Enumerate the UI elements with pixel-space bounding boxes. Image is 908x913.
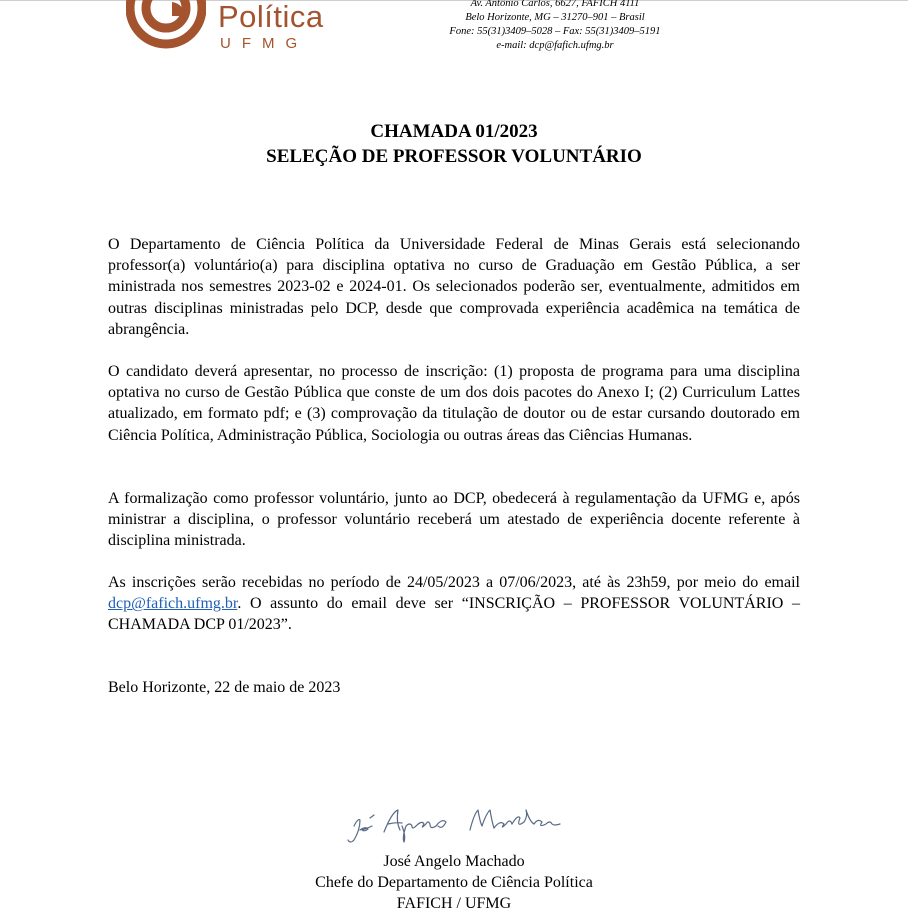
paragraph-registration — [108, 572, 800, 636]
address-block — [440, 0, 670, 53]
logo-mark-icon — [126, 0, 206, 54]
registration-text: As inscrições serão recebidas no período de 24/05/2023 a 07/06/2023, até às 23h59, por meio do email — [108, 574, 800, 591]
signatory-unit: FAFICH / UFMG — [396, 895, 512, 912]
signatory-name: José Angelo Machado — [383, 853, 525, 870]
document-title: CHAMADA 01/2023 — [370, 121, 538, 142]
date-line: Belo Horizonte, 22 de maio de 2023 — [108, 679, 341, 696]
signatory-role: Chefe do Departamento de Ciência Política — [315, 874, 593, 891]
document-subtitle: SELEÇÃO DE PROFESSOR VOLUNTÁRIO — [266, 146, 642, 167]
handwritten-signature — [340, 796, 570, 848]
address-line: e-mail: dcp@fafich.ufmg.br — [496, 40, 614, 51]
paragraph-formalization: A formalização como professor voluntário, junto ao DCP, obedecerá à regulamentação da UFMG e, após ministrar a disciplina, o professor voluntário receberá um atestado de experiência docente referente à disciplina ministrada. — [108, 490, 800, 550]
ciencia-politica-logo — [126, 0, 356, 60]
logo-word-politica: Política — [218, 0, 324, 34]
paragraph-requirements: O candidato deverá apresentar, no processo de inscrição: (1) proposta de programa para uma disciplina optativa no curso de Gestão Pública que conste de um dos dois pacotes do Anexo I; (2) Curriculum Lattes atualizado, em formato pdf; e (3) comprovação da titulação de doutor ou de estar cursando doutorado em Ciência Política, Administração Pública, Sociologia ou outras áreas das Ciências Humanas. — [108, 363, 800, 444]
logo-word-ufmg: UFMG — [220, 35, 309, 52]
address-line: Fone: 55(31)3409–5028 – Fax: 55(31)3409–5191 — [449, 26, 661, 37]
registration-text-end: . O assunto do email deve ser “INSCRIÇÃO – PROFESSOR VOLUNTÁRIO – CHAMADA DCP 01/2023”. — [108, 595, 800, 634]
address-line: Belo Horizonte, MG – 31270–901 – Brasil — [465, 12, 645, 23]
email-link[interactable]: dcp@fafich.ufmg.br — [108, 595, 238, 613]
paragraph-intro: O Departamento de Ciência Política da Universidade Federal de Minas Gerais está selecionando professor(a) voluntário(a) para disciplina optativa no curso de Graduação em Gestão Pública, a ser ministrada nos semestres 2023-02 e 2024-01. Os selecionados poderão ser, eventualmente, admitidos em outras disciplinas ministradas pelo DCP, desde que comprovada experiência acadêmica na temática de abrangência. — [108, 236, 800, 338]
address-line: Av. Antônio Carlos, 6627, FAFICH 4111 — [470, 0, 640, 9]
